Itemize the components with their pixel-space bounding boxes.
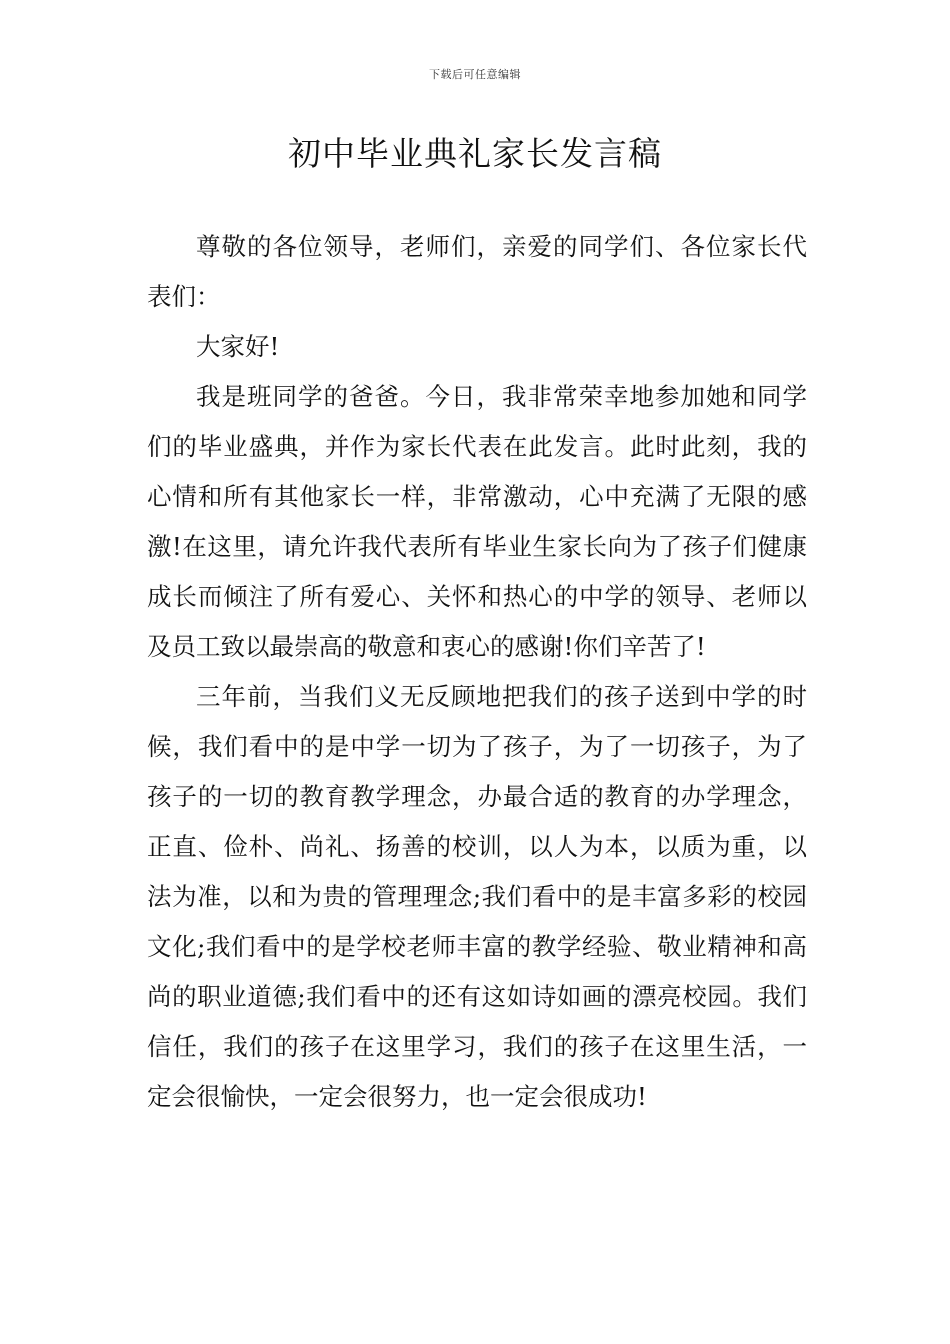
document-title: 初中毕业典礼家长发言稿 — [288, 134, 662, 173]
paragraph-greeting: 大家好! — [196, 332, 280, 361]
header-note: 下载后可任意编辑 — [429, 68, 521, 81]
document-body — [147, 222, 807, 1122]
paragraph-salutation: 尊敬的各位领导，老师们，亲爱的同学们、各位家长代表们： — [147, 232, 807, 311]
paragraph-introduction: 我是班同学的爸爸。今日，我非常荣幸地参加她和同学们的毕业盛典，并作为家长代表在此发言。此时此刻，我的心情和所有其他家长一样，非常激动，心中充满了无限的感激!在这里，请允许我代表所有毕业生家长向为了孩子们健康成长而倾注了所有爱心、关怀和热心的中学的领导、老师以及员工致以最崇高的敬意和衷心的感谢!你们辛苦了! — [147, 382, 807, 661]
paragraph-three-years-ago: 三年前，当我们义无反顾地把我们的孩子送到中学的时候，我们看中的是中学一切为了孩子，为了一切孩子，为了孩子的一切的教育教学理念，办最合适的教育的办学理念，正直、俭朴、尚礼、扬善的校训，以人为本，以质为重，以法为准，以和为贵的管理理念;我们看中的是丰富多彩的校园文化;我们看中的是学校老师丰富的教学经验、敬业精神和高尚的职业道德;我们看中的还有这如诗如画的漂亮校园。我们信任，我们的孩子在这里学习，我们的孩子在这里生活，一定会很愉快，一定会很努力，也一定会很成功! — [147, 682, 807, 1111]
